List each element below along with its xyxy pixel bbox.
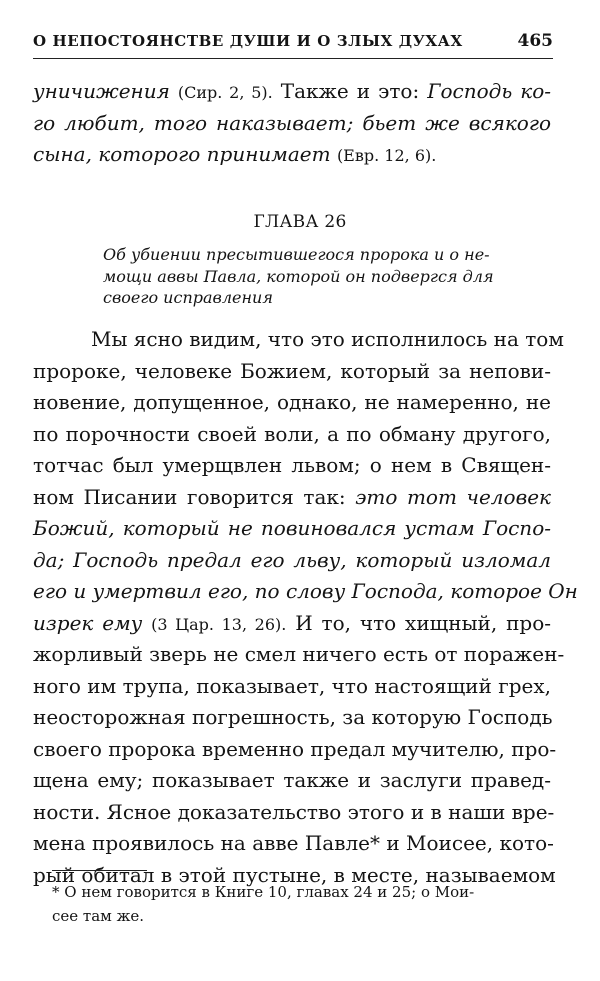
scripture-reference: (3 Цар. 13, 26). — [151, 614, 287, 634]
text-span: Также и это: — [280, 79, 420, 103]
text-line: ности. Ясное доказательство этого и в наши вре- — [33, 799, 555, 824]
footnote-divider — [52, 870, 147, 871]
scripture-reference: (Сир. 2, 5). — [177, 83, 273, 102]
footnote-line: сее там же. — [52, 907, 145, 925]
running-header — [33, 30, 553, 59]
italic-quote: изрек ему — [33, 610, 143, 635]
main-paragraph — [33, 324, 578, 891]
text-line: своего пророка временно предал мучителю, про- — [33, 736, 557, 761]
text-line: жорливый зверь не смел ничего есть от поражен- — [33, 642, 565, 666]
text-line: Мы ясно видим, что это исполнилось на том — [91, 327, 564, 351]
text-span: И то, что хищный, про- — [295, 610, 551, 635]
text-line — [33, 608, 551, 640]
text-line — [33, 482, 551, 514]
footnote — [52, 880, 552, 928]
text-line: новение, допущенное, однако, не намеренно, не — [33, 390, 551, 414]
text-line: пророке, человеке Божием, который за непови- — [33, 358, 551, 383]
text-span: ном Писании говорится так: — [33, 484, 346, 509]
text-line: неосторожная погрешность, за которую Господь — [33, 705, 553, 729]
running-title: О НЕПОСТОЯНСТВЕ ДУШИ И О ЗЛЫХ ДУХАХ — [33, 32, 463, 50]
text-line: рый обитал в этой пустыне, в месте, называемом — [33, 862, 556, 887]
text-line: его и умертвил его, по слову Господа, которое Он — [33, 579, 578, 603]
italic-quote: сына, которого принимает — [33, 142, 331, 166]
text-line: щена ему; показывает также и заслуги правед- — [33, 768, 551, 792]
text-line — [33, 139, 551, 171]
italic-quote: это тот человек — [355, 484, 551, 509]
text-line: по порочности своей воли, а по обману другого, — [33, 421, 551, 446]
italic-quote: Господь ко- — [427, 79, 552, 103]
scripture-reference: (Евр. 12, 6). — [336, 146, 437, 165]
text-line: Божий, который не повиновался устам Госпо- — [33, 516, 551, 540]
text-line: мена проявилось на авве Павле* и Моисее, кото- — [33, 831, 554, 855]
chapter-title: ГЛАВА 26 — [253, 212, 347, 232]
text-line: тотчас был умерщвлен львом; о нем в Священ- — [33, 453, 551, 477]
subtitle-line: мощи аввы Павла, которой он подвергся для — [103, 266, 494, 286]
footnote-line: * О нем говорится в Книге 10, главах 24 и 25; о Мои- — [52, 883, 475, 901]
subtitle-line: Об убиении пресытившегося пророка и о не- — [103, 245, 490, 264]
text-line: го любит, того наказывает; бьет же всякого — [33, 110, 551, 135]
text-line — [33, 76, 551, 108]
page-number: 465 — [517, 31, 553, 51]
subtitle-line: своего исправления — [103, 288, 273, 307]
text-line: ного им трупа, показывает, что настоящий грех, — [33, 673, 551, 698]
chapter-subtitle — [103, 244, 523, 309]
italic-quote: уничижения — [33, 79, 170, 103]
text-line: да; Господь предал его льву, который изломал — [33, 547, 551, 572]
intro-paragraph — [33, 76, 551, 171]
